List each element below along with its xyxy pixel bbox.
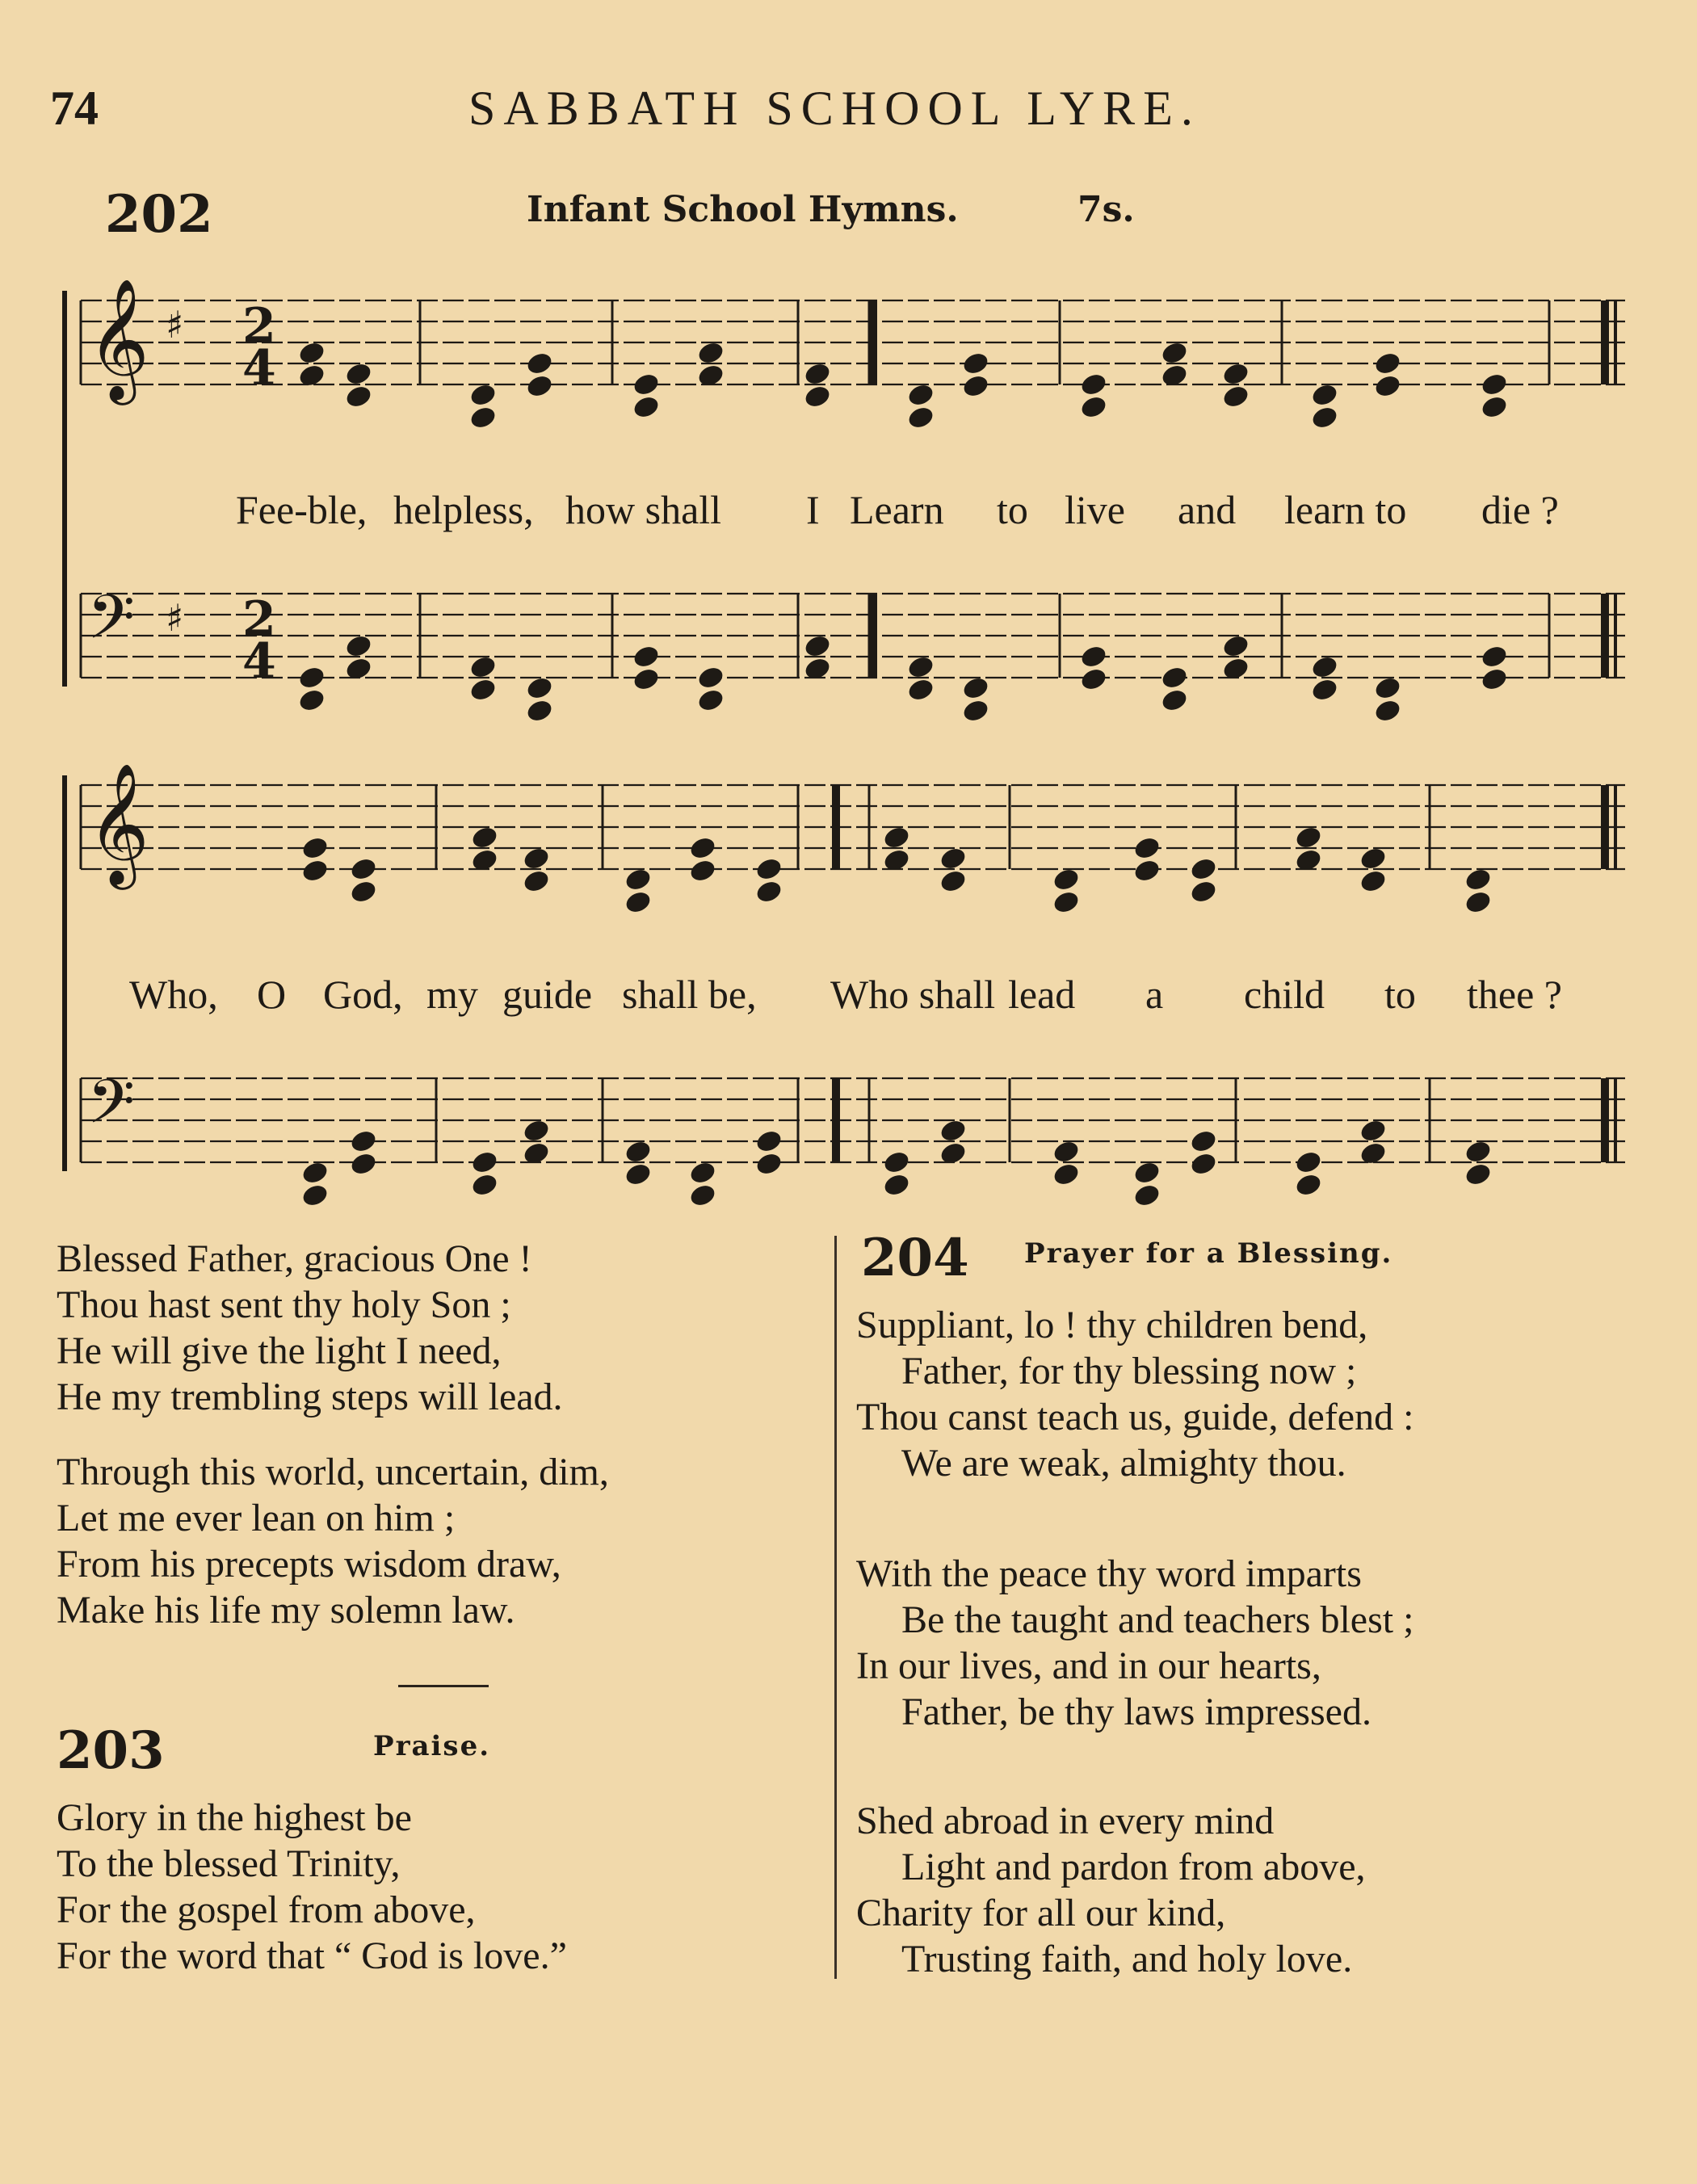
- lyrics-line-1: [0, 486, 1697, 535]
- note-head-icon: [624, 1139, 653, 1166]
- note-head-icon: [961, 351, 990, 377]
- lyric-word: shall be,: [622, 972, 757, 1017]
- note-head-icon: [1480, 372, 1509, 398]
- treble-clef-icon: 𝄞: [87, 762, 149, 884]
- note-head-icon: [1310, 405, 1339, 431]
- hymn-204-title: Prayer for a Blessing.: [1024, 1237, 1393, 1270]
- note-head-icon: [1052, 1161, 1081, 1188]
- verse-line: For the gospel from above,: [57, 1888, 476, 1931]
- lyric-word: child: [1244, 972, 1325, 1017]
- lyric-word: God,: [323, 972, 403, 1017]
- lyric-word: to: [997, 487, 1028, 532]
- note-head-icon: [300, 1182, 330, 1209]
- note-head-icon: [696, 665, 725, 691]
- note-head-icon: [624, 1161, 653, 1188]
- note-head-icon: [961, 698, 990, 724]
- note-head-icon: [349, 879, 378, 905]
- note-head-icon: [961, 675, 990, 702]
- note-head-icon: [882, 1149, 911, 1176]
- note-head-icon: [470, 825, 499, 851]
- verse-line: Through this world, uncertain, dim,: [57, 1451, 609, 1493]
- note-head-icon: [1189, 1151, 1218, 1178]
- verse-line: Be the taught and teachers blest ;: [901, 1598, 1414, 1641]
- note-head-icon: [1052, 889, 1081, 916]
- note-head-icon: [1079, 372, 1108, 398]
- note-head-icon: [1464, 1139, 1493, 1166]
- note-head-icon: [525, 698, 554, 724]
- note-head-icon: [344, 633, 373, 660]
- verse-line: He my trembling steps will lead.: [57, 1376, 563, 1418]
- verse-line: To the blessed Trinity,: [57, 1842, 401, 1885]
- note-head-icon: [688, 1160, 717, 1186]
- note-head-icon: [688, 858, 717, 884]
- hymn-203-stanza-1: [57, 1795, 567, 1979]
- note-head-icon: [624, 889, 653, 916]
- note-head-icon: [632, 666, 661, 693]
- time-signature-top: 2: [242, 298, 276, 355]
- lyric-word: a: [1145, 972, 1164, 1017]
- note-head-icon: [803, 384, 832, 410]
- note-head-icon: [297, 687, 326, 714]
- note-head-icon: [1373, 373, 1402, 400]
- note-head-icon: [1373, 698, 1402, 724]
- verse-line: He will give the light I need,: [57, 1329, 502, 1372]
- lyric-word: helpless,: [393, 487, 534, 532]
- verse-line: Thou canst teach us, guide, defend :: [856, 1396, 1414, 1438]
- note-head-icon: [1052, 1139, 1081, 1166]
- hymn-204-stanza-2: [856, 1551, 1413, 1735]
- note-head-icon: [754, 879, 783, 905]
- lyric-word: my: [426, 972, 478, 1017]
- note-head-icon: [1132, 858, 1161, 884]
- section-barline: [832, 785, 840, 869]
- verse-line: Father, be thy laws impressed.: [901, 1690, 1371, 1733]
- note-head-icon: [1132, 1160, 1161, 1186]
- note-head-icon: [754, 856, 783, 883]
- note-head-icon: [939, 1118, 968, 1144]
- note-head-icon: [1189, 879, 1218, 905]
- verse-line: For the word that “ God is love.”: [57, 1934, 567, 1977]
- column-rule: [834, 1236, 837, 1979]
- time-signature-bottom: 4: [242, 340, 276, 397]
- bass-clef-icon: 𝄢: [87, 1066, 136, 1153]
- note-head-icon: [803, 633, 832, 660]
- note-head-icon: [1189, 856, 1218, 883]
- lyric-word: O: [257, 972, 287, 1017]
- verse-line: Suppliant, lo ! thy children bend,: [856, 1304, 1368, 1346]
- lyric-word: Who shall: [830, 972, 996, 1017]
- note-head-icon: [1294, 825, 1323, 851]
- lyric-word: learn to: [1284, 487, 1407, 532]
- section-barline: [869, 594, 877, 678]
- note-head-icon: [1359, 868, 1388, 895]
- note-head-icon: [1310, 654, 1339, 681]
- hymn-204-stanza-3: [856, 1798, 1366, 1982]
- note-head-icon: [754, 1151, 783, 1178]
- note-head-icon: [1132, 835, 1161, 862]
- note-head-icon: [525, 351, 554, 377]
- hymn-number-202: 202: [105, 184, 213, 245]
- lyric-word: how shall: [565, 487, 722, 532]
- note-head-icon: [297, 665, 326, 691]
- note-head-icon: [1310, 382, 1339, 409]
- lyric-word: Who,: [129, 972, 218, 1017]
- verse-line: Make his life my solemn law.: [57, 1589, 515, 1632]
- note-head-icon: [1373, 351, 1402, 377]
- note-head-icon: [1310, 677, 1339, 704]
- hymn-202-stanza-3: [57, 1449, 609, 1633]
- lyric-word: to: [1384, 972, 1416, 1017]
- note-head-icon: [688, 835, 717, 862]
- note-head-icon: [696, 687, 725, 714]
- final-barline: [1601, 1078, 1609, 1162]
- note-head-icon: [1160, 340, 1189, 367]
- hymn-204-stanza-1: [856, 1302, 1413, 1486]
- final-barline: [1601, 594, 1609, 678]
- note-head-icon: [1079, 666, 1108, 693]
- note-head-icon: [349, 1151, 378, 1178]
- note-head-icon: [1359, 846, 1388, 872]
- note-head-icon: [1480, 644, 1509, 670]
- note-head-icon: [882, 1172, 911, 1199]
- note-head-icon: [522, 868, 551, 895]
- note-head-icon: [468, 654, 498, 681]
- verse-line: Charity for all our kind,: [856, 1892, 1226, 1934]
- note-head-icon: [300, 1160, 330, 1186]
- note-head-icon: [349, 1128, 378, 1155]
- lyric-word: I: [806, 487, 820, 532]
- lyric-word: and: [1178, 487, 1237, 532]
- note-head-icon: [939, 846, 968, 872]
- note-head-icon: [1189, 1128, 1218, 1155]
- note-head-icon: [624, 867, 653, 893]
- note-head-icon: [470, 1149, 499, 1176]
- note-head-icon: [525, 373, 554, 400]
- note-head-icon: [632, 394, 661, 421]
- lyric-word: Learn: [850, 487, 944, 532]
- note-head-icon: [297, 340, 326, 367]
- bass-clef-icon: 𝄢: [87, 582, 136, 668]
- page-number: 74: [50, 82, 99, 135]
- note-head-icon: [906, 654, 935, 681]
- final-barline-thin: [1614, 594, 1617, 678]
- note-head-icon: [1160, 687, 1189, 714]
- final-barline: [1601, 785, 1609, 869]
- tune-title: Infant School Hymns.: [527, 189, 959, 230]
- note-head-icon: [300, 835, 330, 862]
- note-head-icon: [1480, 394, 1509, 421]
- note-head-icon: [1221, 633, 1250, 660]
- lyric-word: live: [1065, 487, 1125, 532]
- note-head-icon: [1160, 665, 1189, 691]
- note-head-icon: [1373, 675, 1402, 702]
- note-head-icon: [522, 1118, 551, 1144]
- lyric-word: Fee-ble,: [236, 487, 368, 532]
- note-head-icon: [632, 372, 661, 398]
- hymn-number-204: 204: [861, 1228, 969, 1288]
- hymn-203-title: Praise.: [373, 1730, 491, 1762]
- lyrics-line-2: [0, 971, 1697, 1019]
- lyric-word: guide: [502, 972, 593, 1017]
- note-head-icon: [1480, 666, 1509, 693]
- note-head-icon: [1079, 644, 1108, 670]
- final-barline-thin: [1614, 785, 1617, 869]
- running-head: SABBATH SCHOOL LYRE.: [468, 82, 1201, 135]
- note-head-icon: [1294, 1149, 1323, 1176]
- note-head-icon: [803, 361, 832, 388]
- verse-line: Glory in the highest be: [57, 1796, 412, 1839]
- final-barline-thin: [1614, 300, 1617, 384]
- verse-line: Blessed Father, gracious One !: [57, 1237, 532, 1280]
- note-head-icon: [470, 1172, 499, 1199]
- note-head-icon: [906, 677, 935, 704]
- verse-line: We are weak, almighty thou.: [901, 1442, 1346, 1485]
- note-head-icon: [961, 373, 990, 400]
- verse-line: Trusting faith, and holy love.: [901, 1938, 1353, 1980]
- verse-line: Let me ever lean on him ;: [57, 1497, 456, 1539]
- note-head-icon: [300, 858, 330, 884]
- note-head-icon: [632, 644, 661, 670]
- time-signature-top: 2: [242, 591, 276, 648]
- note-head-icon: [882, 825, 911, 851]
- note-head-icon: [754, 1128, 783, 1155]
- note-head-icon: [1052, 867, 1081, 893]
- note-head-icon: [344, 384, 373, 410]
- note-head-icon: [1464, 867, 1493, 893]
- lyric-word: thee ?: [1467, 972, 1562, 1017]
- note-head-icon: [344, 361, 373, 388]
- section-barline: [832, 1078, 840, 1162]
- note-head-icon: [939, 868, 968, 895]
- sharp-icon: ♯: [166, 596, 184, 640]
- tune-meter: 7s.: [1077, 189, 1135, 230]
- note-head-icon: [1464, 889, 1493, 916]
- note-head-icon: [1294, 1172, 1323, 1199]
- time-signature-bottom: 4: [242, 633, 276, 690]
- verse-line: Father, for thy blessing now ;: [901, 1350, 1357, 1392]
- note-head-icon: [349, 856, 378, 883]
- note-head-icon: [1132, 1182, 1161, 1209]
- note-head-icon: [1464, 1161, 1493, 1188]
- verse-line: With the peace thy word imparts: [856, 1552, 1362, 1595]
- divider-rule: [398, 1685, 489, 1687]
- final-barline-thin: [1614, 1078, 1617, 1162]
- verse-line: From his precepts wisdom draw,: [57, 1543, 561, 1586]
- note-head-icon: [1359, 1118, 1388, 1144]
- verse-line: Shed abroad in every mind: [856, 1800, 1275, 1842]
- note-head-icon: [522, 846, 551, 872]
- note-head-icon: [1221, 384, 1250, 410]
- section-barline: [869, 300, 877, 384]
- final-barline: [1601, 300, 1609, 384]
- note-head-icon: [468, 405, 498, 431]
- sharp-icon: ♯: [166, 303, 184, 346]
- verse-line: In our lives, and in our hearts,: [856, 1644, 1321, 1687]
- note-head-icon: [468, 382, 498, 409]
- note-head-icon: [688, 1182, 717, 1209]
- hymn-202-stanza-2: [57, 1236, 563, 1420]
- note-head-icon: [1079, 394, 1108, 421]
- lyric-word: die ?: [1481, 487, 1559, 532]
- note-head-icon: [906, 405, 935, 431]
- note-head-icon: [468, 677, 498, 704]
- note-head-icon: [906, 382, 935, 409]
- note-head-icon: [525, 675, 554, 702]
- lyric-word: lead: [1008, 972, 1076, 1017]
- verse-line: Light and pardon from above,: [901, 1846, 1366, 1888]
- treble-clef-icon: 𝄞: [87, 277, 149, 400]
- verse-line: Thou hast sent thy holy Son ;: [57, 1283, 511, 1326]
- hymn-number-203: 203: [57, 1720, 165, 1781]
- note-head-icon: [696, 340, 725, 367]
- note-head-icon: [1221, 361, 1250, 388]
